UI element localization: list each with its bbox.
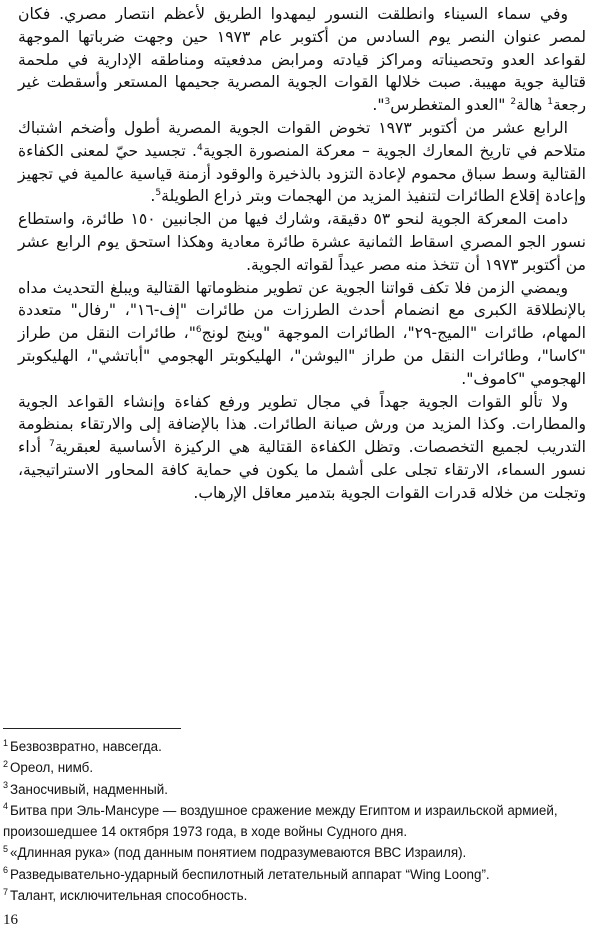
footnote-ref-3[interactable]: 3 <box>384 97 391 107</box>
paragraph-1: وفي سماء السيناء وانطلقت النسور ليمهدوا الطريق لأعظم انتصار مصري. فكان لمصر عنوان النصر يوم السادس من أكتوبر عام ١٩٧٣ حين وجهت ضرباتها الموجهة لقواعد العدو وتحصيناته ومراكز قيادته ومرابض مدفعيته ومناطقه الإدارية في ملحمة قتالية جوية مهيبة. صبت خلالها القوات الجوية المصرية جحيمها المستعر وأسقطت غير رجعة$^1$ هالة$^2$ "العدو المتغطرس$^3$". <box>18 5 586 115</box>
arabic-body-text <box>18 3 586 505</box>
paragraph-2: الرابع عشر من أكتوبر ١٩٧٣ تخوض القوات الجوية المصرية أطول وأضخم اشتباك متلاحم في تاريخ المعارك الجوية – معركة المنصورة الجوية$^4$. تجسيد حيّ لمعنى الكفاءة القتالية وسط سباق محموم لإعادة التزود بالذخيرة والوقود أزمنة قياسية عالمية في تجهيز وإعادة إقلاع الطائرات لتنفيذ المزيد من الهجمات وبتر ذراع الطويلة$^5$. <box>18 118 586 206</box>
footnote-7: $^7$ Талант, исключительная способность. <box>3 886 248 904</box>
footnote-5: $^5$ «Длинная рука» (под данным понятием подразумеваются ВВС Израиля). <box>3 844 467 861</box>
footnote-6: $^6$ Разведывательно-ударный беспилотный летательный аппарат “Wing Loong”. <box>3 865 490 882</box>
footnote-3: $^3$ Заносчивый, надменный. <box>3 780 168 797</box>
footnote-ref-1[interactable]: 1 <box>547 97 553 107</box>
footnote-ref-4[interactable]: 4 <box>196 142 203 153</box>
footnote-separator <box>3 728 181 729</box>
footnote-ref-7[interactable]: 7 <box>48 438 55 449</box>
footnote-ref-6[interactable]: 6 <box>195 324 202 335</box>
footnote-ref-2[interactable]: 2 <box>510 97 517 107</box>
page-number: 16 <box>3 912 18 928</box>
footnote-1: $^1$ Безвозвратно, навсегда. <box>3 737 162 754</box>
paragraph-5: ولا تألو القوات الجوية جهداً في مجال تطوير ورفع كفاءة وإنشاء القواعد الجوية والمطارات. وكذا المزيد من ورش صيانة الطائرات. هذا بالإضافة إلى والارتقاء بمنظومة التدريب لجميع التخصصات. وتظل الكفاءة القتالية هي الركيزة الأساسية لعبقرية$^7$ أداء نسور السماء، الارتقاء تجلى على أشمل ما يكون في حماية كافة المحاور الاستراتيجية، وتجلت من خلاله قدرات القوات الجوية بتدمير معاقل الإرهاب. <box>18 392 587 502</box>
paragraph-4: ويمضي الزمن فلا تكف قواتنا الجوية عن تطوير منظوماتها القتالية ويبلغ التحديث مداه بالإنطلاقة الكبرى مع انضمام أحدث الطرزات من طائرات "إف-١٦"، "رفال" متعددة المهام، طائرات "الميج-٢٩"، الطائرات الموجهة "وينج لونج$^6$"، طائرات النقل من طراز "كاسا"، وطائرات النقل من طراز "اليوشن"، الهليكوبتر الهجومي "أباتشي"، الهليكوبتر الهجومي "كاموف". <box>18 278 586 388</box>
footnote-4: $^4$ Битва при Эль-Мансуре — воздушное сражение между Египтом и израильской армией, произошедшее 14 октября 1973 года, в ходе войны Судного дня. <box>3 801 558 840</box>
footnote-ref-5[interactable]: 5 <box>155 188 162 199</box>
footnote-2: $^2$ Ореол, нимб. <box>3 758 94 776</box>
footnotes-list <box>3 736 588 906</box>
paragraph-3: دامت المعركة الجوية لنحو ٥٣ دقيقة، وشارك فيها من الجانبين ١٥٠ طائرة، واستطاع نسور الجو المصري اسقاط الثمانية عشرة طائرة معادية وهكذا استحق يوم الرابع عشر من أكتوبر ١٩٧٣ أن تتخذ منه مصر عيداً لقواته الجوية. <box>18 210 586 274</box>
